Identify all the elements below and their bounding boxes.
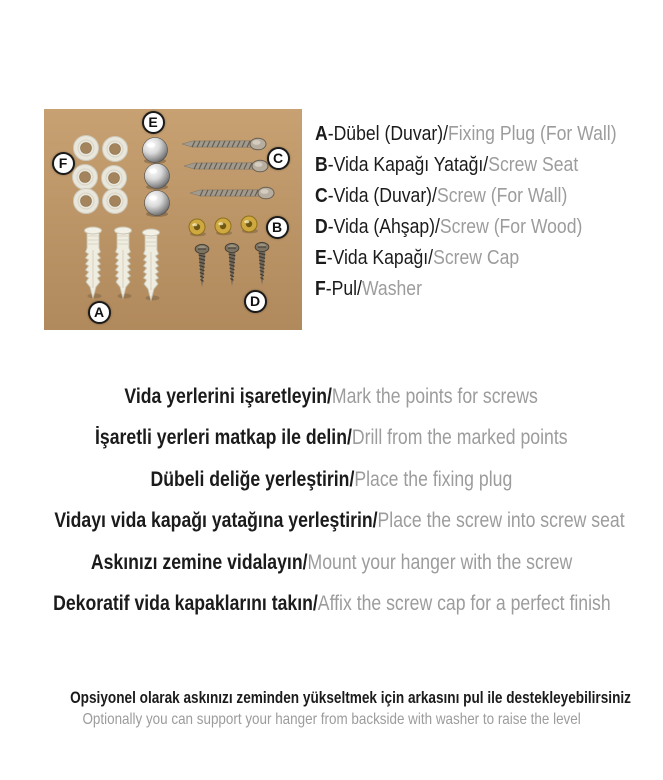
step-6	[0, 583, 663, 624]
legend-letter: A	[315, 123, 328, 145]
step-turkish: Askınızı zemine vidalayın/	[90, 550, 308, 574]
legend-english: Screw (For Wood)	[439, 216, 583, 238]
step-english: Drill from the marked points	[352, 426, 568, 450]
legend-item-c	[315, 181, 658, 212]
step-turkish: Dübeli deliğe yerleştirin/	[150, 467, 355, 491]
step-turkish: Dekoratif vida kapaklarını takın/	[53, 591, 318, 615]
part-label-f: F	[52, 152, 75, 175]
step-3	[0, 459, 663, 500]
legend-turkish: -Vida (Ahşap)/	[327, 216, 440, 238]
step-turkish: Vidayı vida kapağı yatağına yerleştirin/	[54, 509, 378, 533]
legend-turkish: -Vida Kapağı Yatağı/	[327, 154, 489, 176]
step-english: Mark the points for screws	[332, 385, 539, 408]
legend-item-b	[315, 150, 658, 181]
legend-turkish: -Dübel (Duvar)/	[327, 123, 449, 145]
hardware-parts-photo	[44, 109, 302, 330]
step-5	[0, 542, 663, 583]
legend-turkish: -Pul/	[325, 278, 362, 300]
legend-letter: B	[315, 154, 328, 176]
legend-english: Screw Cap	[433, 247, 520, 269]
legend-turkish: -Vida Kapağı/	[326, 247, 434, 269]
step-english: Affix the screw cap for a perfect finish	[317, 591, 611, 615]
step-turkish: İşaretli yerleri matkap ile delin/	[95, 426, 353, 450]
legend-english: Screw (For Wall)	[436, 185, 568, 207]
step-english: Place the screw into screw seat	[377, 509, 625, 533]
parts-legend	[315, 119, 658, 305]
step-english: Place the fixing plug	[354, 467, 513, 491]
part-label-a: A	[88, 301, 111, 324]
note-turkish: Opsiyonel olarak askınızı zeminden yükseltmek için arkasını pul ile destekleyebilirsiniz	[70, 688, 631, 707]
legend-letter: D	[315, 216, 328, 238]
legend-item-f	[315, 274, 658, 305]
part-label-b: B	[266, 216, 289, 239]
part-label-c: C	[267, 147, 290, 170]
step-2	[0, 417, 663, 458]
legend-item-e	[315, 243, 658, 274]
legend-turkish: -Vida (Duvar)/	[327, 185, 437, 207]
legend-letter: F	[315, 278, 326, 300]
legend-letter: C	[315, 185, 328, 207]
legend-item-d	[315, 212, 658, 243]
legend-english: Fixing Plug (For Wall)	[448, 123, 617, 145]
step-english: Mount your hanger with the screw	[307, 550, 573, 574]
step-1	[0, 376, 663, 417]
screw-caps-photo	[143, 138, 170, 218]
note-english: Optionally you can support your hanger from backside with washer to raise the level	[82, 711, 581, 728]
part-label-d: D	[244, 290, 267, 313]
legend-english: Washer	[361, 278, 422, 300]
part-label-e: E	[142, 111, 165, 134]
legend-item-a	[315, 119, 658, 150]
step-4	[0, 500, 663, 541]
step-turkish: Vida yerlerini işaretleyin/	[124, 385, 333, 408]
legend-english: Screw Seat	[488, 154, 579, 176]
legend-letter: E	[315, 247, 327, 269]
fixing-plugs-photo	[85, 227, 160, 301]
assembly-steps	[0, 376, 663, 624]
optional-note	[0, 687, 663, 731]
